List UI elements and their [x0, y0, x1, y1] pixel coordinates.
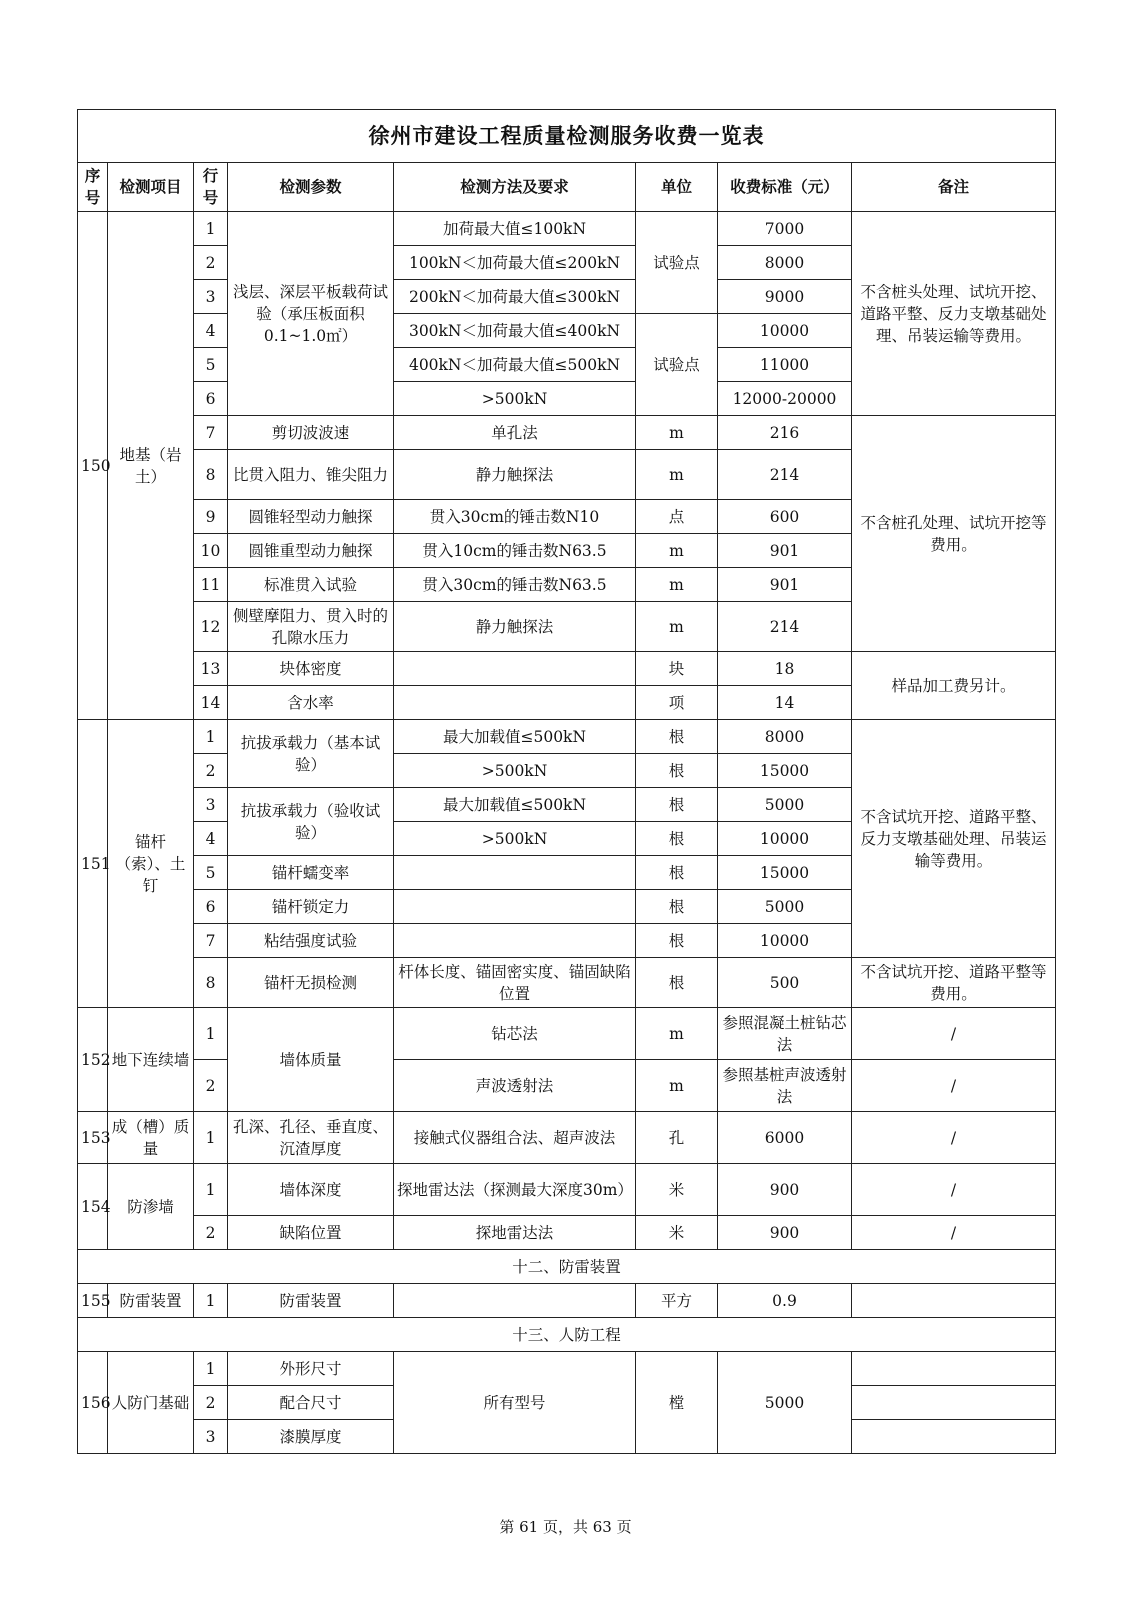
fee-cell: 11000: [718, 348, 852, 382]
method-cell: [394, 924, 636, 958]
method-cell: >500kN: [394, 382, 636, 416]
unit-cell: 根: [636, 958, 718, 1008]
fee-cell: 14: [718, 686, 852, 720]
line-number: 2: [194, 1386, 228, 1420]
fee-cell: 901: [718, 568, 852, 602]
seq-cell: 152: [78, 1008, 108, 1112]
param-cell: 防雷装置: [228, 1284, 394, 1318]
fee-cell: 15000: [718, 754, 852, 788]
param-cell: 浅层、深层平板载荷试验（承压板面积0.1~1.0㎡）: [228, 212, 394, 416]
line-number: 4: [194, 314, 228, 348]
unit-cell: m: [636, 1008, 718, 1060]
seq-cell: 155: [78, 1284, 108, 1318]
fee-cell: 500: [718, 958, 852, 1008]
param-cell: 抗拔承载力（基本试验）: [228, 720, 394, 788]
method-cell: 钻芯法: [394, 1008, 636, 1060]
line-number: 9: [194, 500, 228, 534]
fee-cell: 9000: [718, 280, 852, 314]
unit-cell: 试验点: [636, 212, 718, 314]
section-heading: 十三、人防工程: [78, 1318, 1056, 1352]
fee-cell: 600: [718, 500, 852, 534]
unit-cell: 根: [636, 856, 718, 890]
line-number: 6: [194, 890, 228, 924]
seq-cell: 156: [78, 1352, 108, 1454]
line-number: 1: [194, 720, 228, 754]
line-number: 11: [194, 568, 228, 602]
method-cell: 300kN＜加荷最大值≤400kN: [394, 314, 636, 348]
fee-cell: 12000-20000: [718, 382, 852, 416]
remark-cell: /: [852, 1164, 1056, 1216]
line-number: 2: [194, 1060, 228, 1112]
remark-cell: [852, 1352, 1056, 1386]
item-name: 防渗墙: [108, 1164, 194, 1250]
line-number: 13: [194, 652, 228, 686]
line-number: 8: [194, 450, 228, 500]
fee-cell: 900: [718, 1216, 852, 1250]
fee-cell: 8000: [718, 720, 852, 754]
method-cell: 探地雷达法（探测最大深度30m）: [394, 1164, 636, 1216]
seq-cell: 154: [78, 1164, 108, 1250]
fee-cell: 15000: [718, 856, 852, 890]
unit-cell: 根: [636, 754, 718, 788]
param-cell: 孔深、孔径、垂直度、沉渣厚度: [228, 1112, 394, 1164]
header-param: 检测参数: [228, 163, 394, 212]
item-name: 成（槽）质量: [108, 1112, 194, 1164]
fee-cell: 5000: [718, 1352, 852, 1454]
fee-cell: 5000: [718, 890, 852, 924]
method-cell: 单孔法: [394, 416, 636, 450]
method-cell: 400kN＜加荷最大值≤500kN: [394, 348, 636, 382]
unit-cell: 点: [636, 500, 718, 534]
param-cell: 外形尺寸: [228, 1352, 394, 1386]
method-cell: 贯入30cm的锤击数N10: [394, 500, 636, 534]
unit-cell: 根: [636, 720, 718, 754]
line-number: 8: [194, 958, 228, 1008]
unit-cell: 平方: [636, 1284, 718, 1318]
remark-cell: 不含试坑开挖、道路平整、反力支墩基础处理、吊装运输等费用。: [852, 720, 1056, 958]
method-cell: 100kN＜加荷最大值≤200kN: [394, 246, 636, 280]
line-number: 5: [194, 348, 228, 382]
method-cell: [394, 1284, 636, 1318]
item-name: 地基（岩土）: [108, 212, 194, 720]
line-number: 2: [194, 754, 228, 788]
unit-cell: m: [636, 450, 718, 500]
item-name: 地下连续墙: [108, 1008, 194, 1112]
param-cell: 配合尺寸: [228, 1386, 394, 1420]
header-method: 检测方法及要求: [394, 163, 636, 212]
remark-cell: 不含试坑开挖、道路平整等费用。: [852, 958, 1056, 1008]
line-number: 6: [194, 382, 228, 416]
line-number: 1: [194, 1112, 228, 1164]
fee-cell: 10000: [718, 924, 852, 958]
line-number: 1: [194, 1284, 228, 1318]
item-name: 锚杆（索）、土钉: [108, 720, 194, 1008]
param-cell: 锚杆无损检测: [228, 958, 394, 1008]
remark-cell: /: [852, 1060, 1056, 1112]
fee-cell: 0.9: [718, 1284, 852, 1318]
param-cell: 墙体质量: [228, 1008, 394, 1112]
section-heading: 十二、防雷装置: [78, 1250, 1056, 1284]
fee-cell: 901: [718, 534, 852, 568]
fee-cell: 214: [718, 450, 852, 500]
fee-cell: 216: [718, 416, 852, 450]
unit-cell: 樘: [636, 1352, 718, 1454]
remark-cell: /: [852, 1008, 1056, 1060]
unit-cell: m: [636, 568, 718, 602]
fee-cell: 7000: [718, 212, 852, 246]
param-cell: 标准贯入试验: [228, 568, 394, 602]
method-cell: 200kN＜加荷最大值≤300kN: [394, 280, 636, 314]
line-number: 4: [194, 822, 228, 856]
method-cell: >500kN: [394, 754, 636, 788]
unit-cell: m: [636, 602, 718, 652]
fee-cell: 214: [718, 602, 852, 652]
unit-cell: m: [636, 1060, 718, 1112]
method-cell: >500kN: [394, 822, 636, 856]
fee-cell: 900: [718, 1164, 852, 1216]
fee-cell: 18: [718, 652, 852, 686]
line-number: 7: [194, 924, 228, 958]
page-footer: 第 61 页，共 63 页: [499, 1518, 632, 1536]
fee-cell: 参照基桩声波透射法: [718, 1060, 852, 1112]
unit-cell: 米: [636, 1216, 718, 1250]
param-cell: 缺陷位置: [228, 1216, 394, 1250]
line-number: 10: [194, 534, 228, 568]
method-cell: [394, 856, 636, 890]
unit-cell: 项: [636, 686, 718, 720]
method-cell: 杆体长度、锚固密实度、锚固缺陷位置: [394, 958, 636, 1008]
item-name: 防雷装置: [108, 1284, 194, 1318]
param-cell: 剪切波波速: [228, 416, 394, 450]
line-number: 1: [194, 1008, 228, 1060]
unit-cell: m: [636, 534, 718, 568]
line-number: 5: [194, 856, 228, 890]
method-cell: 探地雷达法: [394, 1216, 636, 1250]
method-cell: 贯入10cm的锤击数N63.5: [394, 534, 636, 568]
line-number: 3: [194, 1420, 228, 1454]
fee-cell: 8000: [718, 246, 852, 280]
param-cell: 侧壁摩阻力、贯入时的孔隙水压力: [228, 602, 394, 652]
remark-cell: 样品加工费另计。: [852, 652, 1056, 720]
header-fee: 收费标准（元）: [718, 163, 852, 212]
header-remark: 备注: [852, 163, 1056, 212]
header-seq: 序号: [78, 163, 108, 212]
method-cell: 静力触探法: [394, 602, 636, 652]
line-number: 12: [194, 602, 228, 652]
param-cell: 锚杆锁定力: [228, 890, 394, 924]
header-unit: 单位: [636, 163, 718, 212]
param-cell: 圆锥轻型动力触探: [228, 500, 394, 534]
method-cell: 接触式仪器组合法、超声波法: [394, 1112, 636, 1164]
param-cell: 锚杆蠕变率: [228, 856, 394, 890]
unit-cell: 试验点: [636, 314, 718, 416]
item-name: 人防门基础: [108, 1352, 194, 1454]
param-cell: 墙体深度: [228, 1164, 394, 1216]
param-cell: 含水率: [228, 686, 394, 720]
method-cell: 贯入30cm的锤击数N63.5: [394, 568, 636, 602]
line-number: 3: [194, 788, 228, 822]
fee-cell: 10000: [718, 822, 852, 856]
method-cell: 静力触探法: [394, 450, 636, 500]
header-item: 检测项目: [108, 163, 194, 212]
line-number: 14: [194, 686, 228, 720]
fee-cell: 5000: [718, 788, 852, 822]
method-cell: 声波透射法: [394, 1060, 636, 1112]
unit-cell: 米: [636, 1164, 718, 1216]
seq-cell: 153: [78, 1112, 108, 1164]
fee-cell: 参照混凝土桩钻芯法: [718, 1008, 852, 1060]
unit-cell: 根: [636, 822, 718, 856]
line-number: 1: [194, 1164, 228, 1216]
seq-cell: 150: [78, 212, 108, 720]
param-cell: 圆锥重型动力触探: [228, 534, 394, 568]
method-cell: [394, 890, 636, 924]
unit-cell: 块: [636, 652, 718, 686]
remark-cell: [852, 1420, 1056, 1454]
line-number: 7: [194, 416, 228, 450]
method-cell: 最大加载值≤500kN: [394, 788, 636, 822]
line-number: 1: [194, 1352, 228, 1386]
unit-cell: 根: [636, 890, 718, 924]
method-cell: 最大加载值≤500kN: [394, 720, 636, 754]
method-cell: [394, 652, 636, 686]
method-cell: 加荷最大值≤100kN: [394, 212, 636, 246]
unit-cell: m: [636, 416, 718, 450]
fee-cell: 10000: [718, 314, 852, 348]
param-cell: 漆膜厚度: [228, 1420, 394, 1454]
method-cell: [394, 686, 636, 720]
remark-cell: /: [852, 1112, 1056, 1164]
header-line: 行号: [194, 163, 228, 212]
param-cell: 块体密度: [228, 652, 394, 686]
remark-cell: [852, 1386, 1056, 1420]
param-cell: 比贯入阻力、锥尖阻力: [228, 450, 394, 500]
remark-cell: [852, 1284, 1056, 1318]
remark-cell: /: [852, 1216, 1056, 1250]
line-number: 2: [194, 1216, 228, 1250]
line-number: 3: [194, 280, 228, 314]
param-cell: 抗拔承载力（验收试验）: [228, 788, 394, 856]
unit-cell: 根: [636, 924, 718, 958]
unit-cell: 孔: [636, 1112, 718, 1164]
param-cell: 粘结强度试验: [228, 924, 394, 958]
fee-table: [77, 109, 1056, 1454]
line-number: 2: [194, 246, 228, 280]
page-title: 徐州市建设工程质量检测服务收费一览表: [78, 110, 1056, 163]
remark-cell: 不含桩孔处理、试坑开挖等费用。: [852, 416, 1056, 652]
unit-cell: 根: [636, 788, 718, 822]
fee-cell: 6000: [718, 1112, 852, 1164]
remark-cell: 不含桩头处理、试坑开挖、道路平整、反力支墩基础处理、吊装运输等费用。: [852, 212, 1056, 416]
line-number: 1: [194, 212, 228, 246]
seq-cell: 151: [78, 720, 108, 1008]
method-cell: 所有型号: [394, 1352, 636, 1454]
